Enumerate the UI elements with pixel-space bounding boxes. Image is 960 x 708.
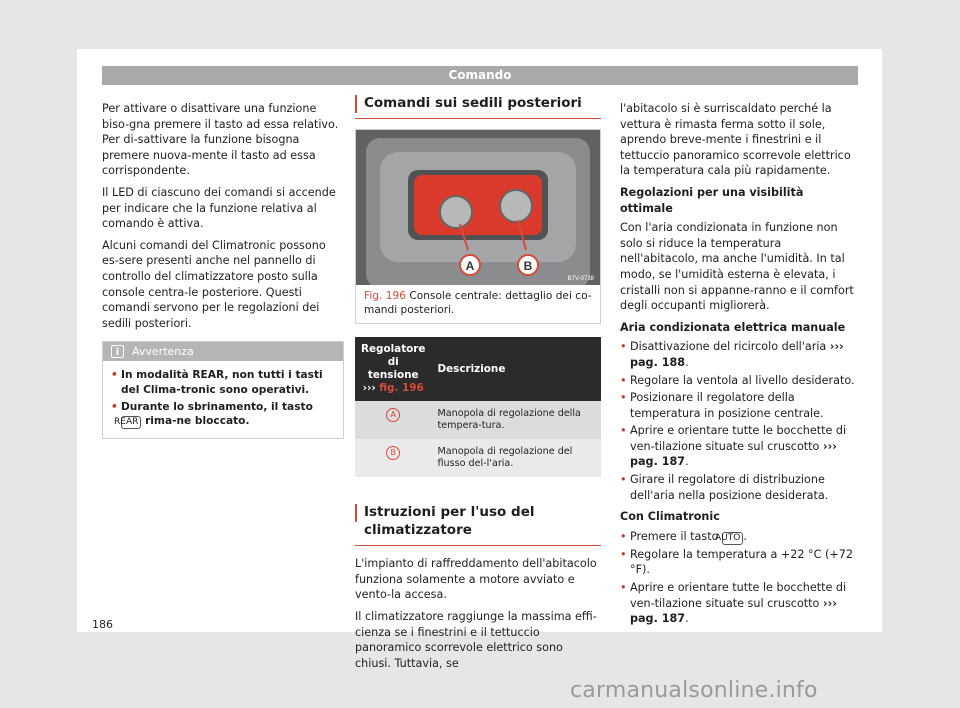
table-row bbox=[355, 439, 601, 477]
table-cell-key bbox=[355, 401, 431, 439]
key-badge-a: A bbox=[386, 408, 400, 422]
figure-196 bbox=[355, 129, 601, 324]
note-item: • In modalità REAR, non tutti i tasti del Clima-tronic sono operativi. bbox=[111, 368, 335, 397]
list-item: • Girare il regolatore di distribuzione dell'aria nella posizione desiderata. bbox=[620, 472, 860, 503]
section-title: Istruzioni per l'uso del climatizzatore bbox=[355, 503, 601, 546]
rear-key-label: REAR bbox=[121, 416, 141, 429]
list-item bbox=[620, 529, 860, 545]
figure-label: Fig. 196 bbox=[364, 290, 406, 302]
section-title: Comandi sui sedili posteriori bbox=[355, 94, 601, 119]
note-body bbox=[103, 361, 343, 438]
note-title: Avvertenza bbox=[132, 345, 194, 359]
arrow-icon: ››› bbox=[822, 596, 837, 610]
page-ref-text: pag. 188 bbox=[630, 355, 686, 369]
table-header-description: Descrizione bbox=[431, 337, 601, 401]
figure-caption bbox=[356, 285, 600, 323]
list-item-text: Premere il tasto bbox=[630, 529, 719, 543]
table-header-regulator bbox=[355, 337, 431, 401]
paragraph: Con l'aria condizionata in funzione non solo si riduce la temperatura nell'abitacolo, ma anche l'umidità. In tal modo, se l'umidità esterna è elevata, i cristalli non si appanne-ranno e il comfort degli occupanti migliorerà. bbox=[620, 221, 854, 313]
instruction-list bbox=[620, 339, 860, 503]
note-item bbox=[111, 400, 335, 430]
page-ref-text: pag. 187 bbox=[630, 612, 686, 626]
rear-console-image bbox=[356, 130, 600, 285]
list-item bbox=[620, 423, 860, 470]
figure-ref-link[interactable]: fig. 196 bbox=[379, 382, 424, 395]
list-item: • Regolare la temperatura a +22 °C (+72 °F). bbox=[620, 547, 860, 578]
watermark: carmanualsonline.info bbox=[570, 678, 818, 703]
table-cell-desc: Manopola di regolazione della tempera-tura. bbox=[431, 401, 601, 439]
table-cell-desc: Manopola di regolazione del flusso del-l'aria. bbox=[431, 439, 601, 477]
list-item bbox=[620, 580, 860, 627]
list-item: • Posizionare il regolatore della temperatura in posizione centrale. bbox=[620, 390, 860, 421]
column-middle bbox=[355, 94, 601, 677]
list-item bbox=[620, 339, 860, 370]
list-item-text: Aprire e orientare tutte le bocchette di ven-tilazione situate sul cruscotto bbox=[630, 581, 847, 610]
warning-note-box bbox=[102, 341, 344, 439]
paragraph: Il climatizzatore raggiunge la massima effi-cienza se i finestrini e il tettuccio panoramico scorrevole elettrico sono chiusi. Tuttavia, se bbox=[355, 609, 597, 670]
controls-table bbox=[355, 337, 601, 477]
arrow-icon: ››› bbox=[362, 382, 376, 395]
arrow-icon: ››› bbox=[829, 340, 844, 354]
punct: . bbox=[743, 529, 747, 543]
table-header-row bbox=[355, 337, 601, 401]
info-icon: i bbox=[111, 345, 124, 358]
subheading: Aria condizionata elettrica manuale bbox=[620, 320, 846, 334]
figure-code: B7V-0738 bbox=[567, 276, 594, 282]
instruction-list bbox=[620, 529, 860, 627]
column-right bbox=[620, 101, 860, 629]
page-number: 186 bbox=[92, 618, 113, 631]
punct: . bbox=[685, 355, 689, 369]
punct: . bbox=[685, 455, 689, 469]
chapter-header: Comando bbox=[102, 66, 858, 85]
paragraph: l'abitacolo si è surriscaldato perché la vettura è rimasta ferma sotto il sole, aprendo breve-mente i finestrini e il tettuccio panoramico scorrevole elettrico la temperatura cala più rapidamente. bbox=[620, 102, 851, 178]
subheading: Regolazioni per una visibilità ottimale bbox=[620, 185, 804, 215]
key-badge-b: B bbox=[386, 446, 400, 460]
paragraph: Per attivare o disattivare una funzione biso-gna premere il tasto ad essa relativo. Per di-sattivare la funzione bisogna premere nuova-mente il tasto ad essa corrispondente. bbox=[102, 102, 339, 178]
paragraph: Alcuni comandi del Climatronic possono es-sere presenti anche nel pannello di controllo del climatizzatore posto sulla console centra-le posteriore. Questi comandi servono per le regolazioni dei sedili posteriori. bbox=[102, 238, 326, 330]
arrow-icon: ››› bbox=[822, 439, 837, 453]
header-text: Regolatore di tensione bbox=[361, 343, 426, 382]
note-header bbox=[103, 342, 343, 361]
table-cell-key bbox=[355, 439, 431, 477]
paragraph: Il LED di ciascuno dei comandi si accende per indicare che la funzione relativa al comando è attiva. bbox=[102, 185, 336, 231]
list-item-text: Aprire e orientare tutte le bocchette di ven-tilazione situate sul cruscotto bbox=[630, 424, 847, 453]
auto-key-label: AUTO bbox=[722, 532, 743, 545]
note-item-text: rima-ne bloccato. bbox=[145, 415, 250, 428]
subheading: Con Climatronic bbox=[620, 510, 720, 524]
callout-a-label: A bbox=[465, 259, 475, 273]
list-item-text: Disattivazione del ricircolo dell'aria bbox=[630, 340, 827, 354]
callout-b-label: B bbox=[523, 259, 533, 273]
table-row bbox=[355, 401, 601, 439]
column-left bbox=[102, 101, 344, 439]
page-ref-text: pag. 187 bbox=[630, 455, 686, 469]
list-item: • Regolare la ventola al livello desiderato. bbox=[620, 373, 860, 389]
note-item-text: Durante lo sbrinamento, il tasto bbox=[121, 400, 313, 413]
figure-caption-text: Console centrale: dettaglio dei co-mandi posteriori. bbox=[364, 290, 592, 316]
paragraph: L'impianto di raffreddamento dell'abitacolo funziona solamente a motore avviato e vento-la accesa. bbox=[355, 557, 597, 602]
punct: . bbox=[685, 612, 689, 626]
